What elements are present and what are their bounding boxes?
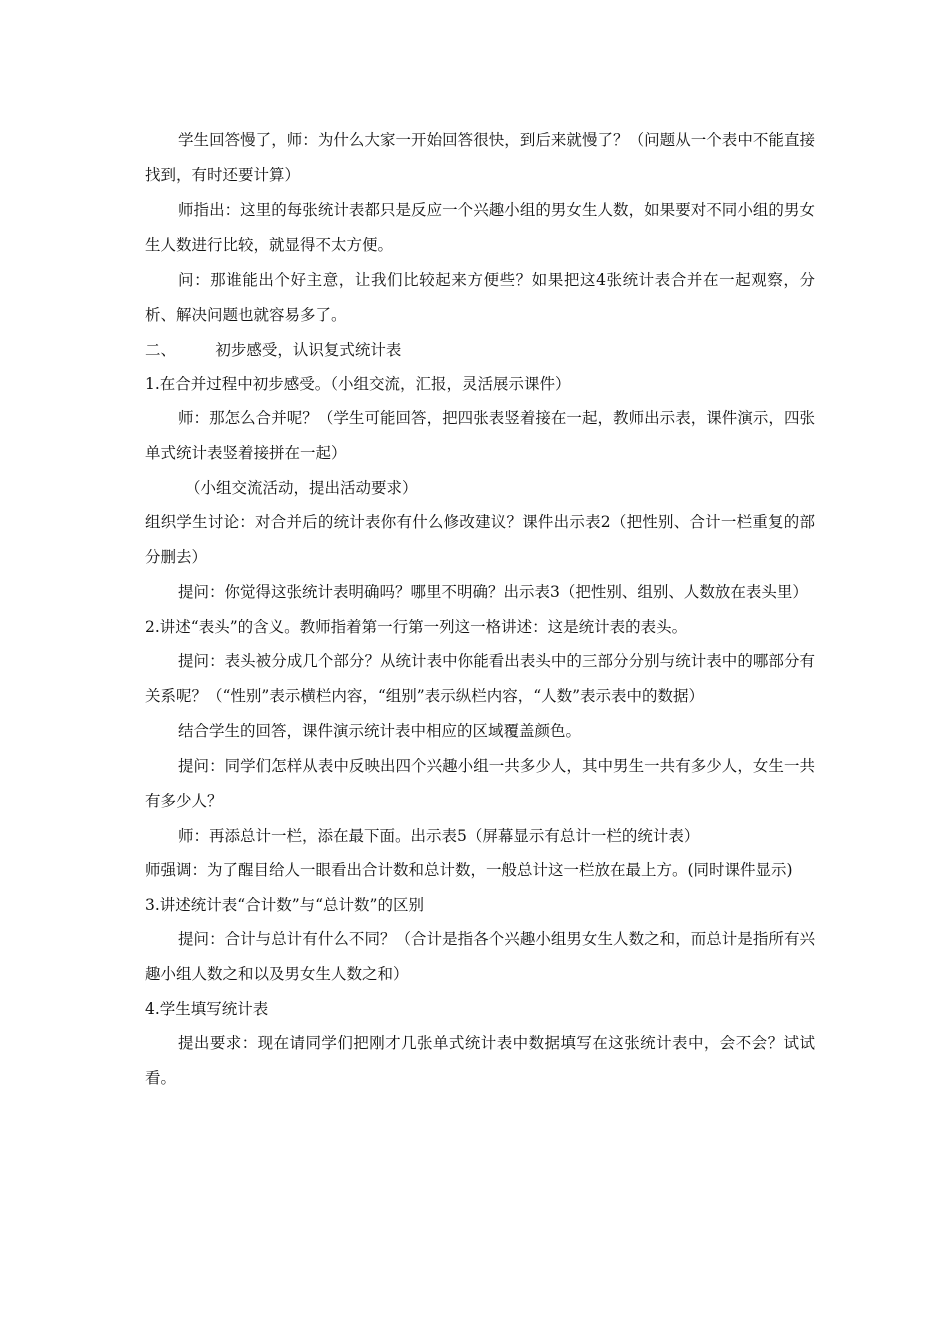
paragraph-add-total: 师：再添总计一栏，添在最下面。出示表5（屏幕显示有总计一栏的统计表）: [178, 827, 700, 845]
paragraph-teacher-merge: 师：那怎么合并呢？（学生可能回答，把四张表竖着接在一起，教师出示表，课件演示，四张单式统计表竖着接拼在一起）: [145, 409, 815, 462]
paragraph-3: 问：那谁能出个好主意，让我们比较起来方便些？如果把这4张统计表合并在一起观察，分析、解决问题也就容易多了。: [145, 271, 815, 324]
paragraph-2: 师指出：这里的每张统计表都只是反应一个兴趣小组的男女生人数，如果要对不同小组的男女生人数进行比较，就显得不太方便。: [145, 201, 815, 254]
paragraph-table-header: 提问：表头被分成几个部分？从统计表中你能看出表头中的三部分分别与统计表中的哪部分有关系呢？（“性别”表示横栏内容，“组别”表示纵栏内容，“人数”表示表中的数据）: [145, 652, 815, 705]
paragraph-1: 学生回答慢了，师：为什么大家一开始回答很快，到后来就慢了？（问题从一个表中不能直接找到，有时还要计算）: [145, 131, 815, 184]
paragraph-fill-table: 提出要求：现在请同学们把刚才几张单式统计表中数据填写在这张统计表中，会不会？试试看。: [145, 1034, 815, 1087]
paragraph-group-activity: （小组交流活动，提出活动要求）: [185, 479, 418, 497]
section-heading-2: 二、 初步感受，认识复式统计表: [145, 341, 402, 359]
step-2-heading: 2.讲述“表头”的含义。教师指着第一行第一列这一格讲述：这是统计表的表头。: [145, 618, 688, 636]
paragraph-question-table3: 提问：你觉得这张统计表明确吗？哪里不明确？出示表3（把性别、组别、人数放在表头里）: [178, 583, 808, 601]
paragraph-total-question: 提问：同学们怎样从表中反映出四个兴趣小组一共多少人，其中男生一共有多少人，女生一共有多少人？: [145, 757, 815, 810]
step-4-heading: 4.学生填写统计表: [145, 1000, 269, 1018]
step-3-heading: 3.讲述统计表“合计数”与“总计数”的区别: [145, 896, 424, 914]
paragraph-discussion: 组织学生讨论：对合并后的统计表你有什么修改建议？课件出示表2（把性别、合计一栏重复的部分删去）: [145, 513, 815, 566]
paragraph-difference: 提问：合计与总计有什么不同？（合计是指各个兴趣小组男女生人数之和，而总计是指所有兴趣小组人数之和以及男女生人数之和）: [145, 930, 815, 983]
step-1-heading: 1.在合并过程中初步感受。（小组交流，汇报，灵活展示课件）: [145, 375, 571, 393]
paragraph-color-demo: 结合学生的回答，课件演示统计表中相应的区域覆盖颜色。: [178, 722, 582, 740]
paragraph-emphasis: 师强调：为了醒目给人一眼看出合计数和总计数，一般总计这一栏放在最上方。(同时课件显示): [145, 861, 793, 879]
document-body: [145, 123, 815, 1096]
